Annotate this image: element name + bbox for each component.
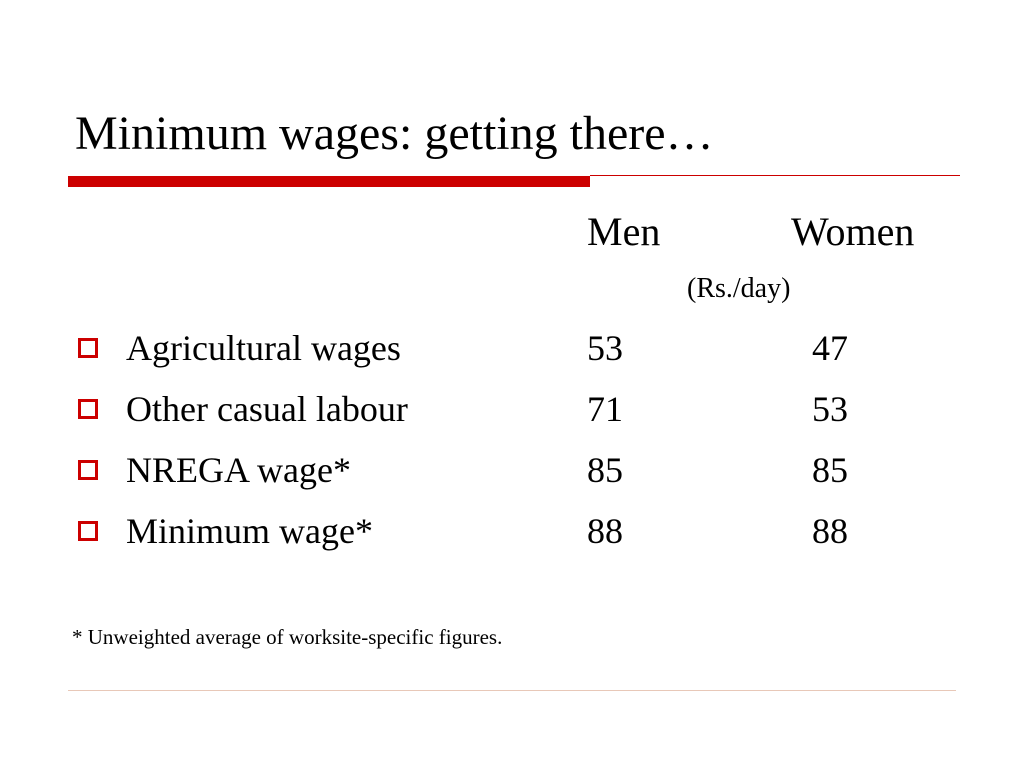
hollow-square-icon [78, 338, 98, 358]
unit-label: (Rs./day) [687, 273, 791, 304]
row-value-women: 85 [812, 450, 848, 490]
row-label: NREGA wage* [126, 450, 351, 490]
hollow-square-icon [78, 399, 98, 419]
footnote: * Unweighted average of worksite-specific figures. [72, 625, 503, 649]
table-row [0, 448, 1024, 496]
row-label: Minimum wage* [126, 511, 373, 551]
hollow-square-icon [78, 460, 98, 480]
row-value-men: 88 [587, 511, 623, 551]
table-row [0, 387, 1024, 435]
footer-divider [68, 690, 956, 691]
row-value-men: 85 [587, 450, 623, 490]
row-value-women: 47 [812, 328, 848, 368]
title-underline-thick [68, 176, 590, 187]
row-value-women: 53 [812, 389, 848, 429]
row-value-men: 53 [587, 328, 623, 368]
column-header-women: Women [791, 209, 915, 254]
row-value-women: 88 [812, 511, 848, 551]
table-row [0, 509, 1024, 557]
table-row [0, 326, 1024, 374]
row-label: Other casual labour [126, 389, 408, 429]
title-underline-thin [590, 175, 960, 176]
slide-title: Minimum wages: getting there… [75, 107, 714, 160]
row-label: Agricultural wages [126, 328, 401, 368]
row-value-men: 71 [587, 389, 623, 429]
hollow-square-icon [78, 521, 98, 541]
column-header-men: Men [587, 209, 661, 254]
